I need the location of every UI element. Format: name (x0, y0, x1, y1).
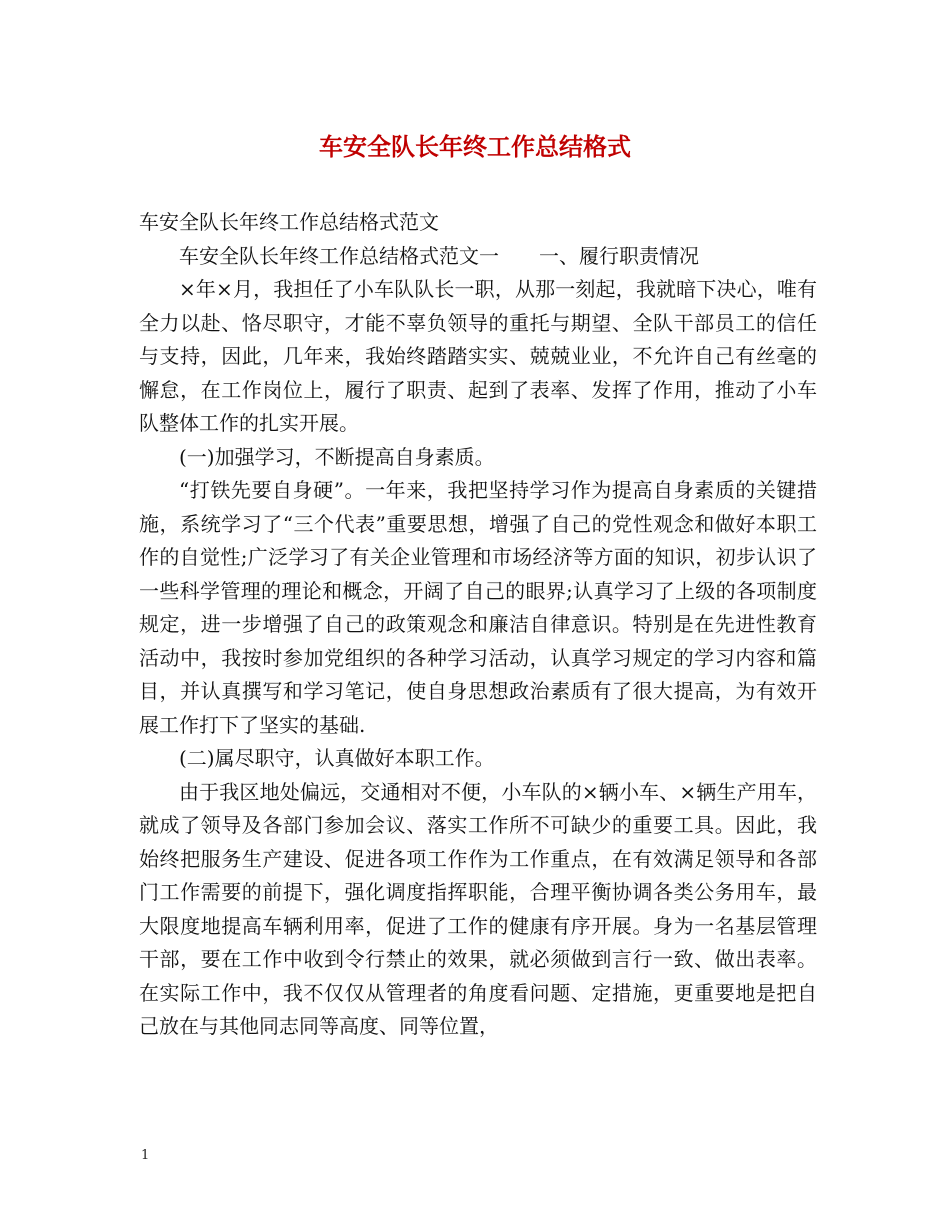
document-title: 车安全队长年终工作总结格式 (319, 132, 631, 161)
page-number: 1 (141, 1148, 150, 1163)
paragraph-duty: 由于我区地处偏远，交通相对不便，小车队的×辆小车、×辆生产用车，就成了领导及各部门参加会议、落实工作所不可缺少的重要工具。因此，我始终把服务生产建设、促进各项工作作为工作重点，在有效满足领导和各部门工作需要的前提下，强化调度指挥职能，合理平衡协调各类公务用车，最大限度地提高车辆利用率，促进了工作的健康有序开展。身为一名基层管理干部，要在工作中收到令行禁止的效果，就必须做到言行一致、做出表率。在实际工作中，我不仅仅从管理者的角度看问题、定措施，更重要地是把自己放在与其他同志同等高度、同等位置， (139, 779, 817, 1038)
document-body (139, 206, 817, 1044)
paragraph-subtitle: 车安全队长年终工作总结格式范文 (139, 210, 439, 234)
paragraph-section-heading: 车安全队长年终工作总结格式范文一 一、履行职责情况 (179, 243, 699, 268)
paragraph-heading-study: (一)加强学习，不断提高自身素质。 (179, 444, 495, 469)
paragraph-intro: ×年×月，我担任了小车队队长一职，从那一刻起，我就暗下决心，唯有全力以赴、恪尽职守，才能不辜负领导的重托与期望、全队干部员工的信任与支持，因此，几年来，我始终踏踏实实、兢兢业业，不允许自己有丝毫的懈怠，在工作岗位上，履行了职责、起到了表率、发挥了作用，推动了小车队整体工作的扎实开展。 (139, 277, 817, 435)
paragraph-study: “打铁先要自身硬”。一年来，我把坚持学习作为提高自身素质的关键措施，系统学习了“三个代表”重要思想，增强了自己的党性观念和做好本职工作的自觉性;广泛学习了有关企业管理和市场经济等方面的知识，初步认识了一些科学管理的理论和概念，开阔了自己的眼界;认真学习了上级的各项制度规定，进一步增强了自己的政策观念和廉洁自律意识。特别是在先进性教育活动中，我按时参加党组织的各种学习活动，认真学习规定的学习内容和篇目，并认真撰写和学习笔记，使自身思想政治素质有了很大提高，为有效开展工作打下了坚实的基础. (139, 478, 817, 737)
paragraph-heading-duty: (二)属尽职守，认真做好本职工作。 (179, 746, 495, 770)
